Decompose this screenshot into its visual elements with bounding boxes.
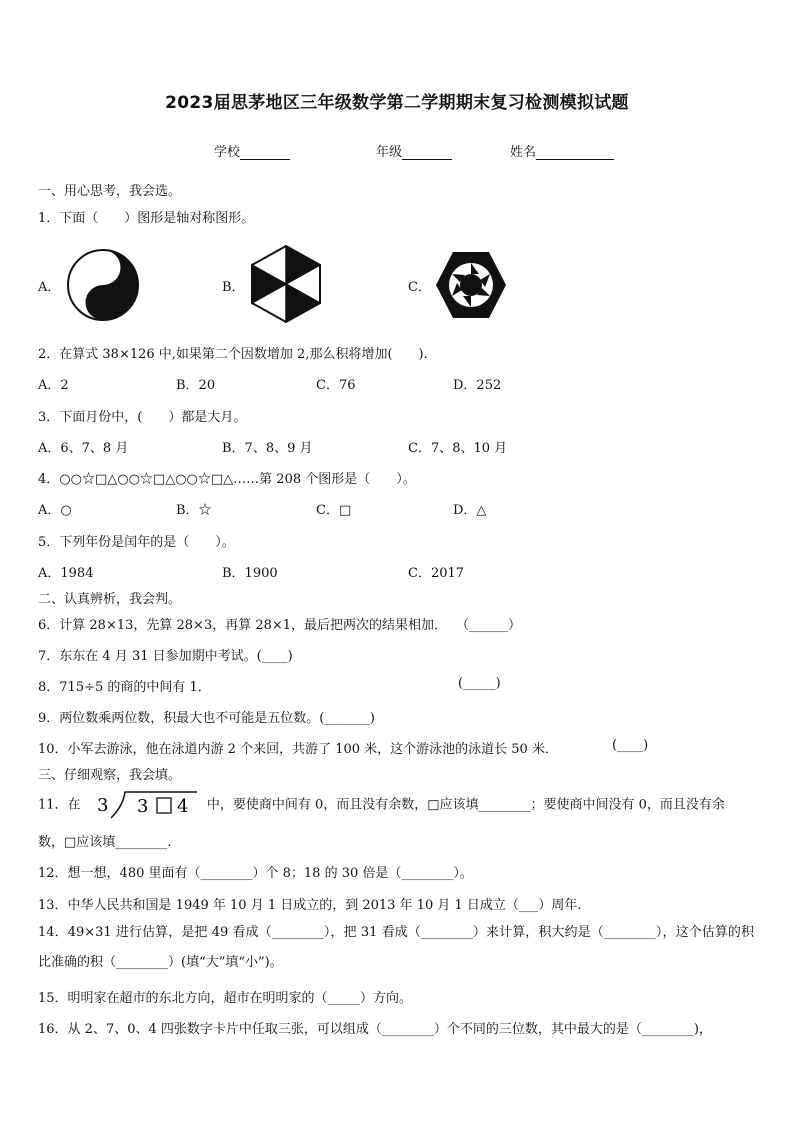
yin-yang-figure — [66, 248, 140, 322]
q2-text: 2．在算式 38×126 中,如果第二个因数增加 2,那么积将增加( ). — [38, 347, 428, 362]
section-3-heading: 三、仔细观察，我会填。 — [38, 768, 182, 783]
q8-text: 8．715÷5 的商的中间有 1． — [38, 680, 211, 695]
divisor-digit: 3 — [96, 795, 109, 816]
school-field[interactable] — [214, 141, 290, 160]
q6-text: 6．计算 28×13，先算 28×3，再算 28×1，最后把两次的结果相加． — [38, 618, 448, 633]
q1-option-b[interactable]: B． — [222, 280, 245, 295]
pinwheel-hexagon-figure — [434, 250, 508, 320]
q1-option-c[interactable]: C． — [408, 280, 431, 295]
section-2-heading: 二、认真辨析，我会判。 — [38, 592, 182, 607]
q5-option-a[interactable]: A．1984 — [38, 566, 94, 581]
q8-answer-blank[interactable]: (_____) — [458, 676, 501, 691]
hexagon-figure — [250, 244, 322, 324]
q9-text: 9．两位数乘两位数，积最大也不可能是五位数。(_______) — [38, 711, 375, 726]
q11-line1 — [38, 788, 725, 822]
dividend-digit-1: 3 — [136, 796, 149, 817]
q10-answer-blank[interactable]: (____) — [612, 738, 649, 753]
q5-option-c[interactable]: C．2017 — [408, 566, 465, 581]
q4-option-d[interactable]: D．△ — [453, 503, 487, 518]
q2-option-b[interactable]: B．20 — [176, 378, 216, 393]
q4-option-a[interactable]: A．○ — [38, 503, 72, 518]
q11-line2: 数，□应该填________. — [38, 835, 172, 850]
q10-text: 10．小军去游泳，他在泳道内游 2 个来回，共游了 100 米，这个游泳池的泳道长 50 米． — [38, 742, 558, 757]
q16-text: 16．从 2、7、0、4 四张数字卡片中任取三张，可以组成（________）个不同的三位数，其中最大的是（________)， — [38, 1022, 712, 1037]
q13-text: 13．中华人民共和国是 1949 年 10 月 1 日成立的，到 2013 年 10 月 1 日成立（___）周年. — [38, 898, 582, 913]
q4-option-c[interactable]: C．□ — [316, 503, 352, 518]
name-blank[interactable] — [536, 145, 614, 160]
q14-text: 14．49×31 进行估算，是把 49 看成（________），把 31 看成（________）来计算，积大约是（________），这个估算的积比准确的积（________）(填“大”填“小”)。 — [38, 925, 754, 970]
q7-text: 7．东东在 4 月 31 日参加期中考试。(____) — [38, 649, 293, 664]
q12-text: 12．想一想，480 里面有（________）个 8；18 的 30 倍是（________）。 — [38, 866, 473, 881]
q15-text: 15．明明家在超市的东北方向，超市在明明家的（_____）方向。 — [38, 991, 413, 1006]
school-blank[interactable] — [240, 145, 290, 160]
q3-option-a[interactable]: A．6、7、8 月 — [38, 441, 129, 456]
q2-option-d[interactable]: D．252 — [453, 378, 502, 393]
name-field[interactable] — [510, 141, 614, 160]
grade-blank[interactable] — [402, 145, 452, 160]
q11-prefix: 11．在 — [38, 797, 81, 813]
q1-text: 1．下面（ ）图形是轴对称图形。 — [38, 211, 255, 226]
section-1-heading: 一、用心思考，我会选。 — [38, 184, 182, 199]
q6-answer-blank[interactable]: （______） — [456, 618, 522, 633]
q1-option-a[interactable]: A． — [38, 280, 61, 295]
grade-field[interactable] — [376, 141, 452, 160]
q2-option-a[interactable]: A．2 — [38, 378, 69, 393]
long-division-figure — [89, 788, 199, 822]
grade-label: 年级 — [376, 145, 403, 160]
q5-text: 5．下列年份是闰年的是（ ）。 — [38, 535, 235, 550]
unknown-digit-box — [157, 798, 171, 813]
q11-suffix: 中，要使商中间有 0，而且没有余数，□应该填________；要使商中间没有 0，而且没有余 — [206, 797, 725, 813]
q2-option-c[interactable]: C．76 — [316, 378, 356, 393]
dividend-digit-3: 4 — [176, 796, 189, 817]
page-title: 2023届思茅地区三年级数学第二学期期末复习检测模拟试题 — [165, 93, 629, 113]
q3-option-c[interactable]: C．7、8、10 月 — [408, 441, 508, 456]
q5-option-b[interactable]: B．1900 — [222, 566, 278, 581]
q3-option-b[interactable]: B．7、8、9 月 — [222, 441, 313, 456]
q3-text: 3．下面月份中，( ）都是大月。 — [38, 410, 247, 425]
school-label: 学校 — [214, 145, 241, 160]
name-label: 姓名 — [510, 145, 537, 160]
q4-option-b[interactable]: B．☆ — [176, 503, 212, 518]
q4-text: 4．○○☆□△○○☆□△○○☆□△……第 208 个图形是（ ）。 — [38, 472, 416, 487]
